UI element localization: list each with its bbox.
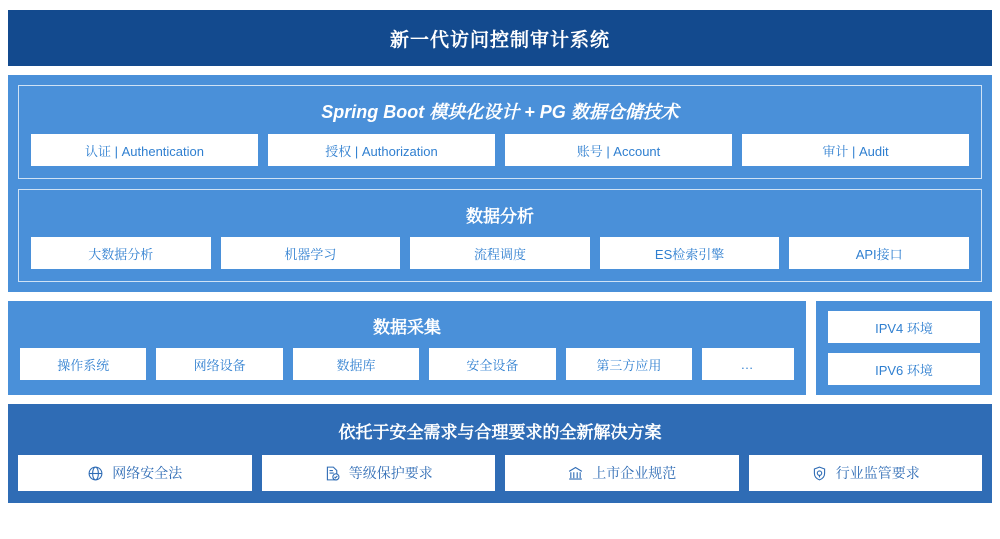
chip-api-interface[interactable]: API接口 [789, 237, 969, 269]
chip-network-device[interactable]: 网络设备 [156, 348, 282, 380]
chip-classified-protection-label: 等级保护要求 [348, 465, 433, 481]
chip-industry-regulation-label: 行业监管要求 [835, 465, 920, 481]
page-title: 新一代访问控制审计系统 [389, 29, 610, 51]
chip-audit[interactable]: 审计 | Audit [742, 134, 969, 166]
chip-ipv6-environment[interactable]: IPV6 环境 [828, 353, 980, 385]
bank-icon [567, 465, 584, 482]
collection-layer-items [20, 348, 794, 380]
chip-cybersecurity-law-label: 网络安全法 [112, 465, 183, 481]
chip-es-search-engine[interactable]: ES检索引擎 [600, 237, 780, 269]
chip-security-device[interactable]: 安全设备 [429, 348, 555, 380]
chip-machine-learning[interactable]: 机器学习 [221, 237, 401, 269]
application-layer-heading: Spring Boot 模块化设计 + PG 数据仓储技术 [321, 102, 679, 122]
compliance-heading: 依托于安全需求与合理要求的全新解决方案 [338, 423, 662, 442]
globe-icon [87, 465, 104, 482]
chip-authentication[interactable]: 认证 | Authentication [31, 134, 258, 166]
chip-more[interactable]: … [702, 348, 794, 380]
compliance-section [8, 404, 992, 503]
page-title-bar [8, 10, 992, 66]
chip-ipv4-environment[interactable]: IPV4 环境 [828, 311, 980, 343]
network-environment-panel [816, 301, 992, 395]
chip-database[interactable]: 数据库 [293, 348, 419, 380]
chip-process-scheduling[interactable]: 流程调度 [410, 237, 590, 269]
platform-section [8, 75, 992, 292]
chip-account[interactable]: 账号 | Account [505, 134, 732, 166]
chip-listed-company-standard[interactable] [505, 455, 739, 491]
application-layer-panel [18, 85, 982, 179]
document-check-icon [324, 465, 341, 482]
chip-classified-protection[interactable] [262, 455, 496, 491]
analysis-layer-heading: 数据分析 [466, 207, 534, 226]
chip-operating-system[interactable]: 操作系统 [20, 348, 146, 380]
chip-authorization[interactable]: 授权 | Authorization [268, 134, 495, 166]
shield-badge-icon [811, 465, 828, 482]
chip-big-data-analysis[interactable]: 大数据分析 [31, 237, 211, 269]
chip-cybersecurity-law[interactable] [18, 455, 252, 491]
chip-industry-regulation[interactable] [749, 455, 983, 491]
collection-section [8, 301, 992, 395]
collection-layer-heading: 数据采集 [373, 318, 441, 337]
analysis-layer-items [31, 237, 969, 269]
chip-third-party-app[interactable]: 第三方应用 [566, 348, 692, 380]
compliance-items [18, 455, 982, 491]
analysis-layer-panel [18, 189, 982, 282]
collection-main-panel [8, 301, 806, 395]
application-layer-items [31, 134, 969, 166]
diagram-canvas [0, 10, 1000, 539]
chip-listed-company-standard-label: 上市企业规范 [592, 465, 677, 481]
